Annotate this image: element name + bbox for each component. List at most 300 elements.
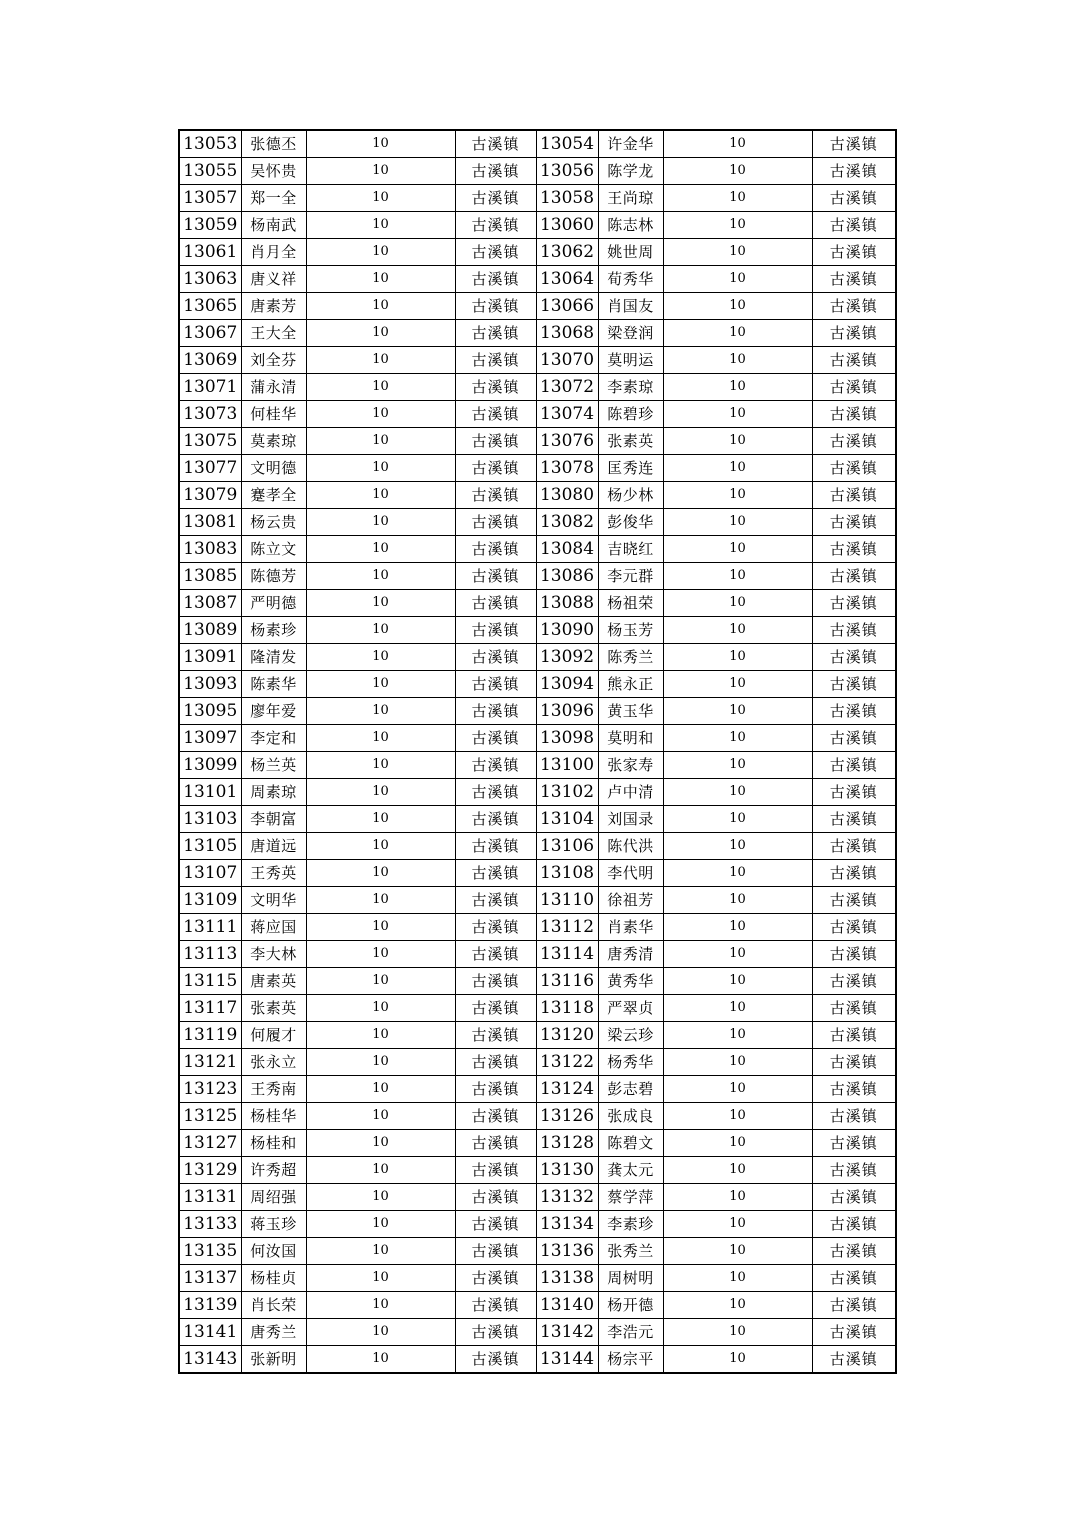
record-number: 13058 xyxy=(536,185,598,212)
table-row xyxy=(179,509,896,536)
record-number: 13126 xyxy=(536,1103,598,1130)
subsidy-table xyxy=(178,129,897,1374)
town-cell: 古溪镇 xyxy=(455,779,536,806)
town-cell: 古溪镇 xyxy=(812,239,896,266)
person-name: 肖国友 xyxy=(598,293,663,320)
person-name: 黄秀华 xyxy=(598,968,663,995)
person-name: 肖素华 xyxy=(598,914,663,941)
amount-cell: 10 xyxy=(663,1265,812,1292)
amount-cell: 10 xyxy=(663,1211,812,1238)
table-row xyxy=(179,833,896,860)
table-row xyxy=(179,401,896,428)
amount-cell: 10 xyxy=(306,644,455,671)
person-name: 杨宗平 xyxy=(598,1346,663,1374)
town-cell: 古溪镇 xyxy=(455,806,536,833)
record-number: 13077 xyxy=(179,455,241,482)
amount-cell: 10 xyxy=(663,725,812,752)
town-cell: 古溪镇 xyxy=(812,158,896,185)
person-name: 肖长荣 xyxy=(241,1292,306,1319)
town-cell: 古溪镇 xyxy=(812,860,896,887)
record-number: 13101 xyxy=(179,779,241,806)
town-cell: 古溪镇 xyxy=(455,347,536,374)
person-name: 张成良 xyxy=(598,1103,663,1130)
amount-cell: 10 xyxy=(306,671,455,698)
person-name: 熊永正 xyxy=(598,671,663,698)
record-number: 13061 xyxy=(179,239,241,266)
person-name: 周树明 xyxy=(598,1265,663,1292)
person-name: 杨桂华 xyxy=(241,1103,306,1130)
town-cell: 古溪镇 xyxy=(812,563,896,590)
town-cell: 古溪镇 xyxy=(455,914,536,941)
town-cell: 古溪镇 xyxy=(812,428,896,455)
amount-cell: 10 xyxy=(306,1130,455,1157)
person-name: 何汝国 xyxy=(241,1238,306,1265)
record-number: 13110 xyxy=(536,887,598,914)
record-number: 13087 xyxy=(179,590,241,617)
record-number: 13138 xyxy=(536,1265,598,1292)
amount-cell: 10 xyxy=(663,212,812,239)
table-row xyxy=(179,482,896,509)
amount-cell: 10 xyxy=(306,806,455,833)
person-name: 黄玉华 xyxy=(598,698,663,725)
person-name: 隆清发 xyxy=(241,644,306,671)
record-number: 13081 xyxy=(179,509,241,536)
person-name: 莫明运 xyxy=(598,347,663,374)
record-number: 13107 xyxy=(179,860,241,887)
amount-cell: 10 xyxy=(663,1238,812,1265)
record-number: 13086 xyxy=(536,563,598,590)
record-number: 13062 xyxy=(536,239,598,266)
person-name: 陈代洪 xyxy=(598,833,663,860)
town-cell: 古溪镇 xyxy=(812,1184,896,1211)
person-name: 蒲永清 xyxy=(241,374,306,401)
person-name: 李代明 xyxy=(598,860,663,887)
record-number: 13112 xyxy=(536,914,598,941)
town-cell: 古溪镇 xyxy=(455,320,536,347)
person-name: 张素英 xyxy=(241,995,306,1022)
amount-cell: 10 xyxy=(306,1292,455,1319)
amount-cell: 10 xyxy=(306,374,455,401)
person-name: 莫素琼 xyxy=(241,428,306,455)
town-cell: 古溪镇 xyxy=(812,1103,896,1130)
record-number: 13060 xyxy=(536,212,598,239)
amount-cell: 10 xyxy=(663,455,812,482)
amount-cell: 10 xyxy=(663,1022,812,1049)
amount-cell: 10 xyxy=(306,536,455,563)
record-number: 13105 xyxy=(179,833,241,860)
table-row xyxy=(179,1346,896,1374)
town-cell: 古溪镇 xyxy=(812,644,896,671)
amount-cell: 10 xyxy=(663,1130,812,1157)
town-cell: 古溪镇 xyxy=(812,806,896,833)
person-name: 郑一全 xyxy=(241,185,306,212)
person-name: 李浩元 xyxy=(598,1319,663,1346)
town-cell: 古溪镇 xyxy=(812,212,896,239)
town-cell: 古溪镇 xyxy=(455,239,536,266)
record-number: 13092 xyxy=(536,644,598,671)
table-row xyxy=(179,185,896,212)
record-number: 13135 xyxy=(179,1238,241,1265)
person-name: 唐道远 xyxy=(241,833,306,860)
person-name: 杨桂和 xyxy=(241,1130,306,1157)
town-cell: 古溪镇 xyxy=(455,590,536,617)
record-number: 13097 xyxy=(179,725,241,752)
person-name: 彭俊华 xyxy=(598,509,663,536)
person-name: 吴怀贵 xyxy=(241,158,306,185)
town-cell: 古溪镇 xyxy=(455,1292,536,1319)
person-name: 杨祖荣 xyxy=(598,590,663,617)
amount-cell: 10 xyxy=(306,1238,455,1265)
record-number: 13055 xyxy=(179,158,241,185)
person-name: 姚世周 xyxy=(598,239,663,266)
person-name: 蔡学萍 xyxy=(598,1184,663,1211)
table-row xyxy=(179,130,896,158)
table-row xyxy=(179,1130,896,1157)
town-cell: 古溪镇 xyxy=(455,428,536,455)
person-name: 杨桂贞 xyxy=(241,1265,306,1292)
record-number: 13108 xyxy=(536,860,598,887)
person-name: 廖年爱 xyxy=(241,698,306,725)
town-cell: 古溪镇 xyxy=(455,1130,536,1157)
person-name: 文明华 xyxy=(241,887,306,914)
town-cell: 古溪镇 xyxy=(812,1022,896,1049)
person-name: 杨南武 xyxy=(241,212,306,239)
person-name: 蹇孝全 xyxy=(241,482,306,509)
table-row xyxy=(179,1319,896,1346)
record-number: 13099 xyxy=(179,752,241,779)
amount-cell: 10 xyxy=(663,536,812,563)
person-name: 荀秀华 xyxy=(598,266,663,293)
person-name: 陈德芳 xyxy=(241,563,306,590)
person-name: 李素琼 xyxy=(598,374,663,401)
record-number: 13120 xyxy=(536,1022,598,1049)
table-row xyxy=(179,1292,896,1319)
amount-cell: 10 xyxy=(306,887,455,914)
person-name: 吉晓红 xyxy=(598,536,663,563)
amount-cell: 10 xyxy=(663,266,812,293)
table-row xyxy=(179,563,896,590)
record-number: 13085 xyxy=(179,563,241,590)
town-cell: 古溪镇 xyxy=(455,833,536,860)
person-name: 蒋玉珍 xyxy=(241,1211,306,1238)
town-cell: 古溪镇 xyxy=(455,968,536,995)
table-row xyxy=(179,995,896,1022)
record-number: 13144 xyxy=(536,1346,598,1374)
amount-cell: 10 xyxy=(663,806,812,833)
record-number: 13118 xyxy=(536,995,598,1022)
town-cell: 古溪镇 xyxy=(812,698,896,725)
town-cell: 古溪镇 xyxy=(455,725,536,752)
table-row xyxy=(179,887,896,914)
record-number: 13053 xyxy=(179,130,241,158)
town-cell: 古溪镇 xyxy=(455,1184,536,1211)
table-row xyxy=(179,1076,896,1103)
record-number: 13100 xyxy=(536,752,598,779)
record-number: 13133 xyxy=(179,1211,241,1238)
town-cell: 古溪镇 xyxy=(455,266,536,293)
record-number: 13116 xyxy=(536,968,598,995)
town-cell: 古溪镇 xyxy=(455,995,536,1022)
amount-cell: 10 xyxy=(663,239,812,266)
amount-cell: 10 xyxy=(663,860,812,887)
record-number: 13067 xyxy=(179,320,241,347)
town-cell: 古溪镇 xyxy=(455,1022,536,1049)
person-name: 陈碧珍 xyxy=(598,401,663,428)
town-cell: 古溪镇 xyxy=(812,968,896,995)
amount-cell: 10 xyxy=(306,1265,455,1292)
amount-cell: 10 xyxy=(306,1049,455,1076)
table-row xyxy=(179,806,896,833)
record-number: 13064 xyxy=(536,266,598,293)
amount-cell: 10 xyxy=(306,995,455,1022)
record-number: 13125 xyxy=(179,1103,241,1130)
town-cell: 古溪镇 xyxy=(455,158,536,185)
amount-cell: 10 xyxy=(306,590,455,617)
record-number: 13069 xyxy=(179,347,241,374)
person-name: 张秀兰 xyxy=(598,1238,663,1265)
record-number: 13075 xyxy=(179,428,241,455)
town-cell: 古溪镇 xyxy=(455,401,536,428)
record-number: 13098 xyxy=(536,725,598,752)
amount-cell: 10 xyxy=(663,158,812,185)
record-number: 13076 xyxy=(536,428,598,455)
town-cell: 古溪镇 xyxy=(455,536,536,563)
record-number: 13082 xyxy=(536,509,598,536)
table-row xyxy=(179,266,896,293)
person-name: 徐祖芳 xyxy=(598,887,663,914)
amount-cell: 10 xyxy=(663,941,812,968)
record-number: 13083 xyxy=(179,536,241,563)
amount-cell: 10 xyxy=(663,1103,812,1130)
town-cell: 古溪镇 xyxy=(455,185,536,212)
amount-cell: 10 xyxy=(663,401,812,428)
town-cell: 古溪镇 xyxy=(455,1049,536,1076)
town-cell: 古溪镇 xyxy=(812,185,896,212)
person-name: 唐秀兰 xyxy=(241,1319,306,1346)
table-row xyxy=(179,293,896,320)
town-cell: 古溪镇 xyxy=(455,130,536,158)
town-cell: 古溪镇 xyxy=(812,482,896,509)
town-cell: 古溪镇 xyxy=(812,320,896,347)
town-cell: 古溪镇 xyxy=(812,914,896,941)
amount-cell: 10 xyxy=(306,266,455,293)
amount-cell: 10 xyxy=(663,185,812,212)
town-cell: 古溪镇 xyxy=(455,887,536,914)
record-number: 13071 xyxy=(179,374,241,401)
record-number: 13079 xyxy=(179,482,241,509)
person-name: 彭志碧 xyxy=(598,1076,663,1103)
amount-cell: 10 xyxy=(306,941,455,968)
table-row xyxy=(179,590,896,617)
person-name: 杨兰英 xyxy=(241,752,306,779)
amount-cell: 10 xyxy=(663,347,812,374)
table-row xyxy=(179,752,896,779)
record-number: 13054 xyxy=(536,130,598,158)
record-number: 13096 xyxy=(536,698,598,725)
amount-cell: 10 xyxy=(306,914,455,941)
table-row xyxy=(179,239,896,266)
amount-cell: 10 xyxy=(663,293,812,320)
town-cell: 古溪镇 xyxy=(455,671,536,698)
table-row xyxy=(179,536,896,563)
record-number: 13117 xyxy=(179,995,241,1022)
amount-cell: 10 xyxy=(306,239,455,266)
table-row xyxy=(179,1265,896,1292)
town-cell: 古溪镇 xyxy=(812,1211,896,1238)
amount-cell: 10 xyxy=(663,320,812,347)
table-row xyxy=(179,1022,896,1049)
person-name: 张德丕 xyxy=(241,130,306,158)
town-cell: 古溪镇 xyxy=(812,1265,896,1292)
record-number: 13106 xyxy=(536,833,598,860)
town-cell: 古溪镇 xyxy=(812,1157,896,1184)
town-cell: 古溪镇 xyxy=(455,455,536,482)
table-row xyxy=(179,644,896,671)
town-cell: 古溪镇 xyxy=(455,1076,536,1103)
table-row xyxy=(179,941,896,968)
person-name: 文明德 xyxy=(241,455,306,482)
amount-cell: 10 xyxy=(663,698,812,725)
record-number: 13121 xyxy=(179,1049,241,1076)
amount-cell: 10 xyxy=(663,1049,812,1076)
town-cell: 古溪镇 xyxy=(455,1211,536,1238)
person-name: 何桂华 xyxy=(241,401,306,428)
record-number: 13057 xyxy=(179,185,241,212)
amount-cell: 10 xyxy=(663,1157,812,1184)
amount-cell: 10 xyxy=(306,563,455,590)
record-number: 13137 xyxy=(179,1265,241,1292)
amount-cell: 10 xyxy=(663,563,812,590)
person-name: 龚太元 xyxy=(598,1157,663,1184)
person-name: 蒋应国 xyxy=(241,914,306,941)
town-cell: 古溪镇 xyxy=(455,1346,536,1374)
record-number: 13115 xyxy=(179,968,241,995)
person-name: 杨秀华 xyxy=(598,1049,663,1076)
amount-cell: 10 xyxy=(306,130,455,158)
record-number: 13143 xyxy=(179,1346,241,1374)
town-cell: 古溪镇 xyxy=(812,401,896,428)
record-number: 13088 xyxy=(536,590,598,617)
amount-cell: 10 xyxy=(306,482,455,509)
table-row xyxy=(179,158,896,185)
record-number: 13078 xyxy=(536,455,598,482)
amount-cell: 10 xyxy=(306,860,455,887)
town-cell: 古溪镇 xyxy=(812,455,896,482)
person-name: 许金华 xyxy=(598,130,663,158)
amount-cell: 10 xyxy=(663,590,812,617)
amount-cell: 10 xyxy=(306,1184,455,1211)
table-row xyxy=(179,347,896,374)
record-number: 13104 xyxy=(536,806,598,833)
record-number: 13091 xyxy=(179,644,241,671)
person-name: 张永立 xyxy=(241,1049,306,1076)
town-cell: 古溪镇 xyxy=(812,887,896,914)
town-cell: 古溪镇 xyxy=(812,1238,896,1265)
amount-cell: 10 xyxy=(306,698,455,725)
amount-cell: 10 xyxy=(306,1346,455,1374)
town-cell: 古溪镇 xyxy=(455,1238,536,1265)
record-number: 13072 xyxy=(536,374,598,401)
amount-cell: 10 xyxy=(663,968,812,995)
town-cell: 古溪镇 xyxy=(812,1319,896,1346)
table-row xyxy=(179,428,896,455)
table-row xyxy=(179,779,896,806)
person-name: 陈学龙 xyxy=(598,158,663,185)
record-number: 13074 xyxy=(536,401,598,428)
record-number: 13109 xyxy=(179,887,241,914)
amount-cell: 10 xyxy=(306,1319,455,1346)
town-cell: 古溪镇 xyxy=(812,509,896,536)
person-name: 周绍强 xyxy=(241,1184,306,1211)
town-cell: 古溪镇 xyxy=(455,617,536,644)
table-row xyxy=(179,914,896,941)
amount-cell: 10 xyxy=(663,428,812,455)
town-cell: 古溪镇 xyxy=(812,1049,896,1076)
table-row xyxy=(179,1103,896,1130)
person-name: 周素琼 xyxy=(241,779,306,806)
person-name: 杨少林 xyxy=(598,482,663,509)
town-cell: 古溪镇 xyxy=(812,752,896,779)
table-row xyxy=(179,374,896,401)
person-name: 张素英 xyxy=(598,428,663,455)
amount-cell: 10 xyxy=(663,617,812,644)
person-name: 严明德 xyxy=(241,590,306,617)
town-cell: 古溪镇 xyxy=(812,941,896,968)
record-number: 13080 xyxy=(536,482,598,509)
town-cell: 古溪镇 xyxy=(455,941,536,968)
table-row xyxy=(179,212,896,239)
amount-cell: 10 xyxy=(306,1076,455,1103)
record-number: 13089 xyxy=(179,617,241,644)
record-number: 13134 xyxy=(536,1211,598,1238)
record-number: 13059 xyxy=(179,212,241,239)
record-number: 13127 xyxy=(179,1130,241,1157)
town-cell: 古溪镇 xyxy=(812,779,896,806)
person-name: 何履才 xyxy=(241,1022,306,1049)
amount-cell: 10 xyxy=(663,1292,812,1319)
person-name: 王尚琼 xyxy=(598,185,663,212)
town-cell: 古溪镇 xyxy=(812,374,896,401)
amount-cell: 10 xyxy=(306,725,455,752)
town-cell: 古溪镇 xyxy=(455,374,536,401)
person-name: 严翠贞 xyxy=(598,995,663,1022)
record-number: 13122 xyxy=(536,1049,598,1076)
person-name: 刘全芬 xyxy=(241,347,306,374)
town-cell: 古溪镇 xyxy=(812,671,896,698)
amount-cell: 10 xyxy=(306,752,455,779)
town-cell: 古溪镇 xyxy=(812,833,896,860)
town-cell: 古溪镇 xyxy=(455,212,536,239)
record-number: 13141 xyxy=(179,1319,241,1346)
table-row xyxy=(179,1211,896,1238)
amount-cell: 10 xyxy=(306,158,455,185)
record-number: 13090 xyxy=(536,617,598,644)
amount-cell: 10 xyxy=(663,833,812,860)
record-number: 13136 xyxy=(536,1238,598,1265)
person-name: 杨玉芳 xyxy=(598,617,663,644)
town-cell: 古溪镇 xyxy=(455,644,536,671)
table-row xyxy=(179,1184,896,1211)
town-cell: 古溪镇 xyxy=(455,509,536,536)
town-cell: 古溪镇 xyxy=(455,860,536,887)
person-name: 唐秀清 xyxy=(598,941,663,968)
amount-cell: 10 xyxy=(306,779,455,806)
amount-cell: 10 xyxy=(663,130,812,158)
record-number: 13063 xyxy=(179,266,241,293)
person-name: 陈志林 xyxy=(598,212,663,239)
amount-cell: 10 xyxy=(663,509,812,536)
amount-cell: 10 xyxy=(306,320,455,347)
